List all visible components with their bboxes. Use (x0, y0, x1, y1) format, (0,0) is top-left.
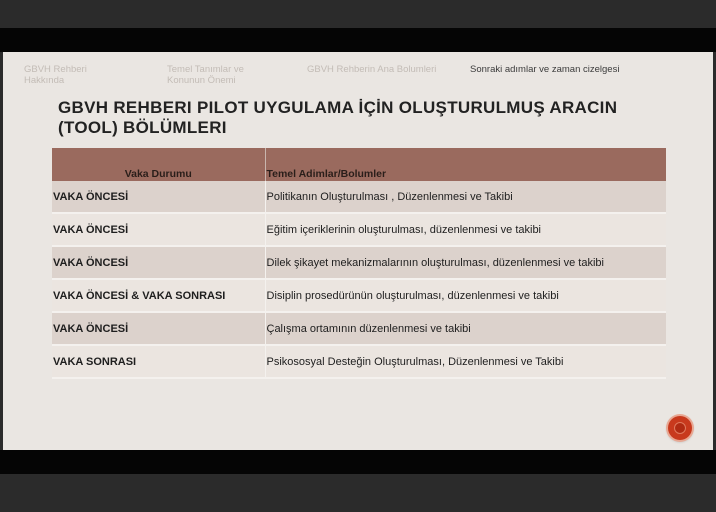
cell-temel-adim: Çalışma ortamının düzenlenmesi ve takibi (265, 312, 666, 345)
cell-temel-adim: Politikanın Oluşturulması , Düzenlenmesi ve Takibi (265, 181, 666, 213)
cell-vaka-durumu: VAKA ÖNCESİ (52, 312, 265, 345)
top-bar (0, 0, 716, 28)
table-row (52, 345, 666, 378)
table-row (52, 312, 666, 345)
table-header-row (52, 148, 666, 181)
table-row (52, 246, 666, 279)
table-row (52, 279, 666, 312)
cell-vaka-durumu: VAKA SONRASI (52, 345, 265, 378)
table-row (52, 213, 666, 246)
cell-temel-adim: Psikososyal Desteğin Oluşturulması, Düzenlenmesi ve Takibi (265, 345, 666, 378)
column-header-vaka-durumu: Vaka Durumu (52, 148, 265, 181)
bottom-bar (0, 474, 716, 512)
cell-temel-adim: Disiplin prosedürünün oluşturulması, düzenlenmesi ve takibi (265, 279, 666, 312)
nav-gbvh-rehberi[interactable]: GBVH Rehberi Hakkında (24, 64, 87, 86)
cell-temel-adim: Eğitim içeriklerinin oluşturulması, düzenlenmesi ve takibi (265, 213, 666, 246)
presentation-slide (3, 52, 713, 450)
nav-ana-bolumleri[interactable]: GBVH Rehberin Ana Bolumleri (307, 64, 437, 75)
sections-table (52, 148, 666, 379)
table-row (52, 181, 666, 213)
column-header-temel-adimlar: Temel Adimlar/Bolumler (265, 148, 666, 181)
letterbox-bottom (0, 450, 716, 474)
record-icon[interactable] (668, 416, 692, 440)
slide-title: GBVH REHBERI PILOT UYGULAMA İÇİN OLUŞTURULMUŞ ARACIN (TOOL) BÖLÜMLERI (58, 98, 618, 137)
cell-temel-adim: Dilek şikayet mekanizmalarının oluşturulması, düzenlenmesi ve takibi (265, 246, 666, 279)
cell-vaka-durumu: VAKA ÖNCESİ (52, 213, 265, 246)
cell-vaka-durumu: VAKA ÖNCESİ & VAKA SONRASI (52, 279, 265, 312)
nav-temel-tanimlar[interactable]: Temel Tanımlar ve Konunun Önemi (167, 64, 244, 86)
cell-vaka-durumu: VAKA ÖNCESİ (52, 181, 265, 213)
cell-vaka-durumu: VAKA ÖNCESİ (52, 246, 265, 279)
nav-sonraki-adimlar[interactable]: Sonraki adımlar ve zaman cizelgesi (470, 64, 620, 75)
record-icon-inner (674, 422, 686, 434)
letterbox-top (0, 28, 716, 52)
